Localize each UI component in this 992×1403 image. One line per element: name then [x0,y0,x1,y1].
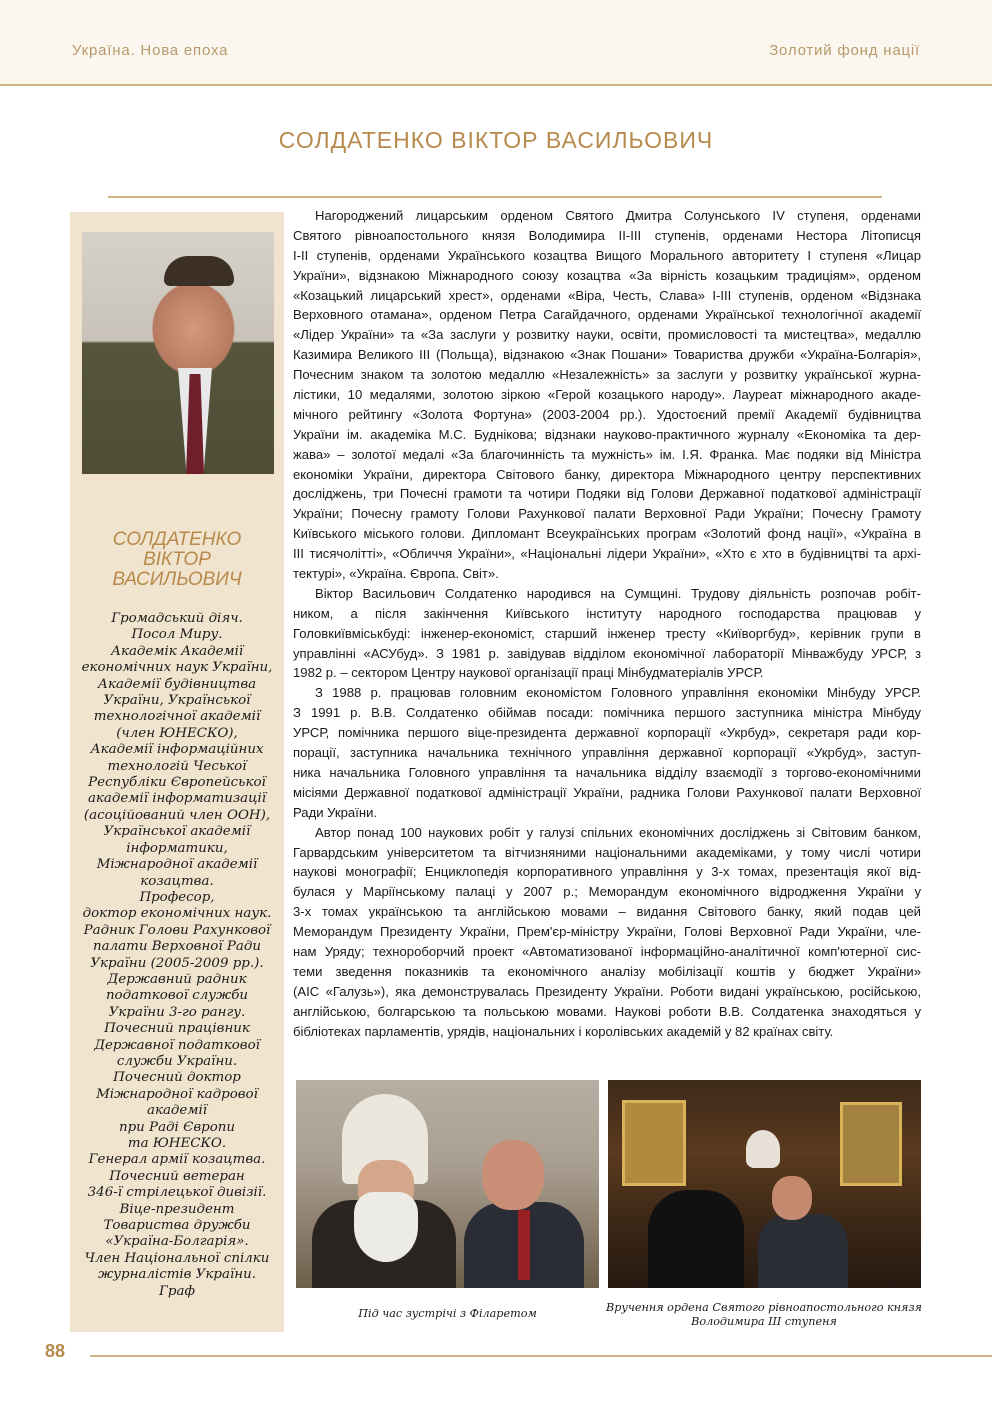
sidebar-bio-line: Почесний доктор [113,1070,241,1086]
paragraph-line: Верховного отамана», орденом Петра Сагайдачного, орденами Української технологічної академії [293,307,921,323]
header-left-title: Україна. Нова епоха [72,42,229,59]
main-text [293,206,921,1041]
paragraph-line: Святого рівноапостольного князя Володимира II-III ступенів, орденами Нестора Літописця [293,227,921,243]
photo-order-ceremony [608,1080,921,1288]
sidebar-bio-line: доктор економічних наук. [82,906,272,922]
paragraph-line: Віктор Васильович Солдатенко народився на Сумщині. Трудову діяльність розпочав робіт- [315,585,921,601]
sidebar-bio-line: технологічної академії [93,709,261,725]
sidebar-bio-line: палати Верховної Ради [93,939,261,955]
paragraph-line: управлінні «АСУбуд». З 1981 р. завідував відділом економічної лабораторії Мінважбуду УРСР, з [293,645,921,661]
paragraph-line: ника начальника Головного управління та начальника відділу взаємодії з торгово-економічними [293,764,921,780]
paragraph-line: порації, заступника начальника технічного управління державної корпорації «Укрбуд», заступ- [293,745,921,761]
sidebar-bio-line: Державної податкової [94,1037,260,1053]
paragraph-line: Ради України. [293,804,378,820]
sidebar-bio-line: податкової служби [105,988,249,1004]
paragraph-line: Головкиївміськбуді: інженер-економіст, старший інженер тресту «Київоргбуд», керівник групи в [293,625,921,641]
sidebar-name-line: ВАСИЛЬОВИЧ [112,569,242,590]
paragraph-line: мічного рейтингу «Золота Фортуна» (2003-2004 рр.). Удостоєний премії Академії будівництва [293,406,921,422]
paragraph-line: 3-х томах українською та англійською мовами – видання Світового банку, який подав цей [293,904,921,920]
sidebar-bio-line: Радник Голови Рахункової [83,922,271,938]
paragraph-line: Нагороджений лицарським орденом Святого Дмитра Солунського IV ступеня, орденами [315,208,921,223]
sidebar-bio-line: Громадський діяч. [111,611,243,626]
sidebar-bio-line: України, Української [103,693,251,709]
caption-line: Вручення ордена Святого рівноапостольного князя [606,1301,922,1314]
photo1-caption [296,1307,599,1321]
sidebar-bio-line: Республіки Європейської [88,775,266,791]
paragraph-line: теми зведення показників та економічного аналізу мобілізації коштів у бюджет України» [293,963,921,979]
paragraph-line: I-II ступенів, орденами Українського козацтва Вищого Морального авторитету I ступеня «Лицар [293,247,921,263]
paragraph-line: жава» – золотої медалі «За благочинність та мужність» ім. І.Я. Франка. Має подяки від Міністра [293,446,921,462]
paragraph-line: Почесним знаком та золотою медаллю «Незалежність» за заслуги у розвитку української журна- [293,367,921,383]
page-title: СОЛДАТЕНКО ВІКТОР ВАСИЛЬОВИЧ [278,127,714,153]
paragraph-line: нам Уряду; технороборчий проект «Автоматизованої інформаційно-аналітичної комп'ютерної сис- [293,943,921,959]
paragraph-line: З 1988 р. працював головним економістом Головного управління економіки Мінбуду УРСР. [315,685,921,701]
caption-line: Під час зустрічі з Філаретом [358,1307,537,1320]
sidebar-bio-line: Посол Миру. [131,627,223,643]
paragraph-line: Гарвардським університетом та вітчизняними національними академіками, у тому числі чотири [293,844,921,860]
sidebar-bio-line: Почесний ветеран [109,1168,245,1184]
paragraph-line: Автор понад 100 наукових робіт у галузі спільних економічних досліджень зі Світовим банком, [315,824,921,840]
paragraph-line: «Лідер України» та «За заслуги у розвитку науки, освіти, промисловості та мистецтва», медаллю [293,327,921,343]
sidebar-name [70,530,284,590]
sidebar-bio-line: Міжнародної кадрової [96,1086,258,1102]
sidebar-bio-line: Академії інформаційних [90,742,264,758]
sidebar-bio-line: технологій Чеської [107,758,247,774]
sidebar-bio-line: Віце-президент [119,1201,235,1217]
sidebar-bio-line: Член Національної спілки [84,1250,270,1266]
page-number: 88 [45,1341,66,1361]
paragraph-line: Київського міського голови. Дипломант Всеукраїнських програм «Золотий фонд нації», «Україна в [293,526,921,542]
sidebar-bio-line: (асоційований член ООН), [83,807,271,823]
sidebar-bio-line: економічних наук України, [81,660,273,676]
sidebar-bio-line: Генерал армії козацтва. [88,1152,266,1168]
sidebar-bio-line: козацтва. [140,873,214,889]
sidebar [70,212,284,1332]
paragraph-line: місіями Державної податкової адміністрації України, радника Голови Рахункової палати Верховної [293,784,921,800]
sidebar-bio-line: академії [146,1103,208,1119]
paragraph-line: наукові монографії; Енциклопедія корпоративного управління у 3-х томах, презентація якої від- [293,864,921,880]
sidebar-bio-line: інформатики, [126,840,228,856]
sidebar-bio-line: Української академії [103,824,251,840]
sidebar-bio-line: та ЮНЕСКО. [127,1136,227,1151]
footer-divider [90,1355,992,1357]
paragraph-line: ником, а після закінчення Київського інституту народного господарства працював у [293,605,921,621]
sidebar-bio-line: академії інформатизації [87,791,267,807]
caption-line: Володимира III ступеня [691,1315,837,1328]
photo2-caption [604,1301,924,1329]
paragraph-line: Казимира Великого III (Польща), відзнакою «Знак Пошани» Товариства дружби «Україна-Болгарія», [293,347,921,363]
paragraph-line: лістики, 10 медалями, золотою зіркою «Герой козацького народу». Лауреат міжнародного акаде- [293,387,921,403]
portrait-photo [82,232,274,474]
sidebar-bio-line: «Україна-Болгарія». [105,1234,249,1250]
sidebar-bio-line: (член ЮНЕСКО), [116,725,238,741]
sidebar-bio-line: Державний радник [107,971,247,987]
paragraph-line: бібліотеках парламентів, урядів, національних і королівських академій у 82 країнах світу. [293,1023,834,1039]
paragraph-line: булася у Маріїнському палаці у 2007 р.; Меморандум економічного відродження України у [293,884,921,900]
paragraph-line: III тисячолітті», «Обличчя України», «Національні лідери України», «Хто є хто в будівництві та архі- [293,546,921,562]
paragraph-line: (АІС «Галузь»), яка демонструвалась Президенту України. Роботи видані українською, російською, [293,983,921,999]
sidebar-bio-line: Академії будівництва [97,676,257,692]
paragraph-line: З 1991 р. В.В. Солдатенко обіймав посади: помічника першого заступника міністра Мінбуду [293,705,921,721]
title-divider [108,196,882,198]
sidebar-bio-line: Товариства дружби [103,1218,251,1234]
sidebar-bio-line: Міжнародної академії [96,857,258,873]
sidebar-bio-line: Граф [159,1283,195,1299]
sidebar-bio-line: України 3-го рангу. [108,1004,246,1020]
sidebar-bio-line: 346-ї стрілецької дивізії. [87,1185,267,1201]
paragraph-line: тектурі», «Україна. Європа. Світ». [293,566,499,582]
paragraph-line: англійською, болгарською та польською мовами. Наукові роботи В.В. Солдатенка знаходяться у [293,1003,921,1019]
sidebar-name-line: СОЛДАТЕНКО [112,529,242,550]
sidebar-bio-line: України (2005-2009 рр.). [90,955,264,971]
paragraph-line: 1982 р. – сектором Центру наукової організації праці Мінбудматеріалів УРСР. [293,665,764,681]
sidebar-bio-line: Почесний працівник [104,1021,250,1037]
paragraph-line: досліджень, три Почесні грамоти та чотири Подяки від Голови Державної податкової адміністрації [293,486,921,502]
sidebar-bio-line: Професор, [139,889,215,905]
sidebar-bio-line: журналістів України. [98,1267,256,1283]
paragraph-line: України ім. академіка М.С. Буднікова; відзнаки науково-практичного журналу «Економіка та дер- [293,426,921,442]
sidebar-bio [70,611,284,1300]
sidebar-bio-line: Академік Академії [110,643,244,659]
paragraph-line: економіки України, директора Світового банку, директора Міжнародного центру перспективних [293,466,921,482]
paragraph-line: Меморандум Президенту України, Прем'єр-міністру України, Голові Верховної Ради України, чле- [293,924,921,940]
paragraph-line: України», відзнакою Міжнародного союзу козацтва «За вірність козацьким традиціям», орденом [293,267,921,283]
sidebar-bio-line: при Раді Європи [118,1119,236,1135]
photo-meeting-filaret [296,1080,599,1288]
header-right-title: Золотий фонд нації [769,42,920,59]
sidebar-name-line: ВІКТОР [143,549,211,570]
paragraph-line: України; Почесну грамоту Голови Рахункової палати Верховної Ради України; Почесну Грамоту [293,506,921,522]
paragraph-line: УРСР, помічника першого віце-президента державної корпорації «Укрбуд», секретаря ради кор- [293,725,921,741]
paragraph-line: «Козацький лицарський хрест», орденами «Віра, Честь, Слава» I-III ступенів, орденом «Відзнака [293,287,921,303]
sidebar-bio-line: служби України. [116,1053,238,1069]
